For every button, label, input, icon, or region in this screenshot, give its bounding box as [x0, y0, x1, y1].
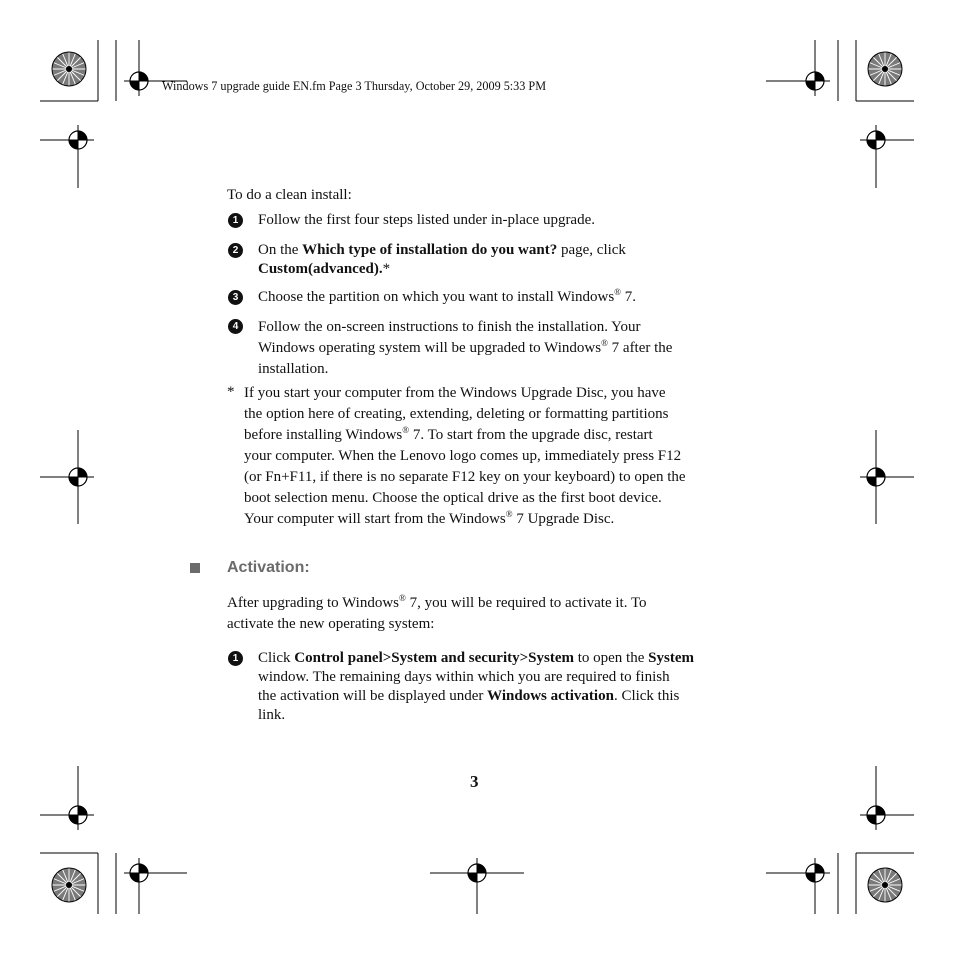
section-bullet	[190, 563, 200, 573]
registered-mark: ®	[614, 287, 622, 297]
registered-mark: ®	[399, 593, 406, 603]
running-head: Windows 7 upgrade guide EN.fm Page 3 Thursday, October 29, 2009 5:33 PM	[162, 79, 547, 93]
registered-mark: ®	[601, 338, 608, 348]
footnote-marker: *	[227, 384, 235, 400]
clean-install-step-4: Follow the on-screen instructions to finish the installation. Your Windows operating system will be upgraded to Windows® 7 after the installation.	[258, 319, 673, 377]
clean-install-step-1: Follow the first four steps listed under in-place upgrade.	[258, 212, 596, 228]
clean-install-intro: To do a clean install:	[227, 187, 352, 203]
clean-install-step-3: Choose the partition on which you want to install Windows® 7.	[258, 287, 637, 305]
activation-intro: After upgrading to Windows® 7, you will be required to activate it. To activate the new operating system:	[227, 593, 647, 632]
activation-step-number-1: 1	[228, 651, 243, 666]
registered-mark: ®	[402, 425, 410, 435]
registered-mark: ®	[505, 509, 513, 519]
step-number-3: 3	[228, 290, 243, 305]
step-number-4: 4	[228, 319, 243, 334]
step-number-2: 2	[228, 243, 243, 258]
activation-heading: Activation:	[227, 559, 310, 576]
page-number: 3	[470, 772, 479, 791]
step-number-1: 1	[228, 213, 243, 228]
clean-install-step-2: On the Which type of installation do you want? page, click Custom(advanced).*	[258, 242, 626, 277]
activation-step-1: Click Control panel>System and security>System to open the System window. The remaining days within which you are required to finish the activation will be displayed under Windows activation. Click this link.	[258, 650, 694, 723]
footnote-text: If you start your computer from the Windows Upgrade Disc, you have the option here of creating, extending, deleting or formatting partitions before installing Windows® 7. To start from the upgrade disc, restart your computer. When the Lenovo logo comes up, immediately press F12 (or Fn+F11, if there is no separate F12 key on your keyboard) to open the boot selection menu. Choose the optical drive as the first boot device. Your computer will start from the Windows® 7 Upgrade Disc.	[244, 385, 686, 527]
